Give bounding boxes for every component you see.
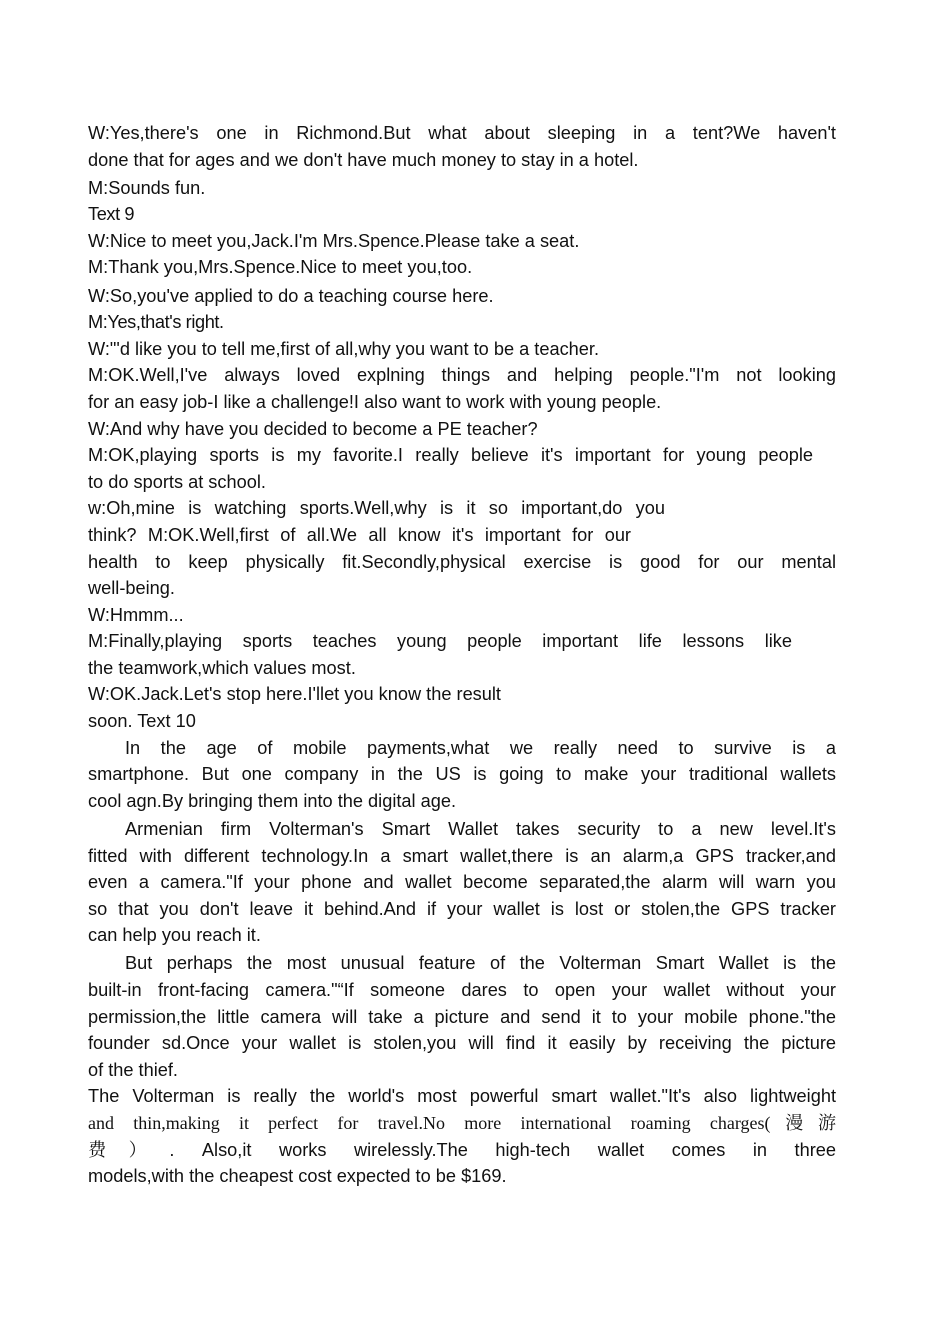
text-line: cool agn.By bringing them into the digital age. <box>88 790 457 811</box>
text-line: The Volterman is really the world's most powerful smart wallet."It's also lightweight <box>88 1086 836 1107</box>
text-line: But perhaps the most unusual feature of the Volterman Smart Wallet is the <box>125 953 836 974</box>
text-line: W:Yes,there's one in Richmond.But what about sleeping in a tent?We haven't <box>88 123 836 143</box>
text-line: M:Thank you,Mrs.Spence.Nice to meet you,too. <box>88 257 473 278</box>
text-line: think? M:OK.Well,first of all.We all know it's important for our <box>88 524 631 545</box>
text-line: the teamwork,which values most. <box>88 657 356 678</box>
text-line: soon. Text 10 <box>88 711 196 732</box>
text-line: founder sd.Once your wallet is stolen,you will find it easily by receiving the picture <box>88 1033 836 1054</box>
text-line: W:And why have you decided to become a PE teacher? <box>88 418 538 439</box>
text-line: health to keep physically fit.Secondly,physical exercise is good for our mental <box>88 551 836 572</box>
text-line: In the age of mobile payments,what we really need to survive is a <box>125 737 836 758</box>
text-line: so that you don't leave it behind.And if your wallet is lost or stolen,the GPS tracker <box>88 898 836 919</box>
text-line: can help you reach it. <box>88 925 261 946</box>
text-line: fitted with different technology.In a smart wallet,there is an alarm,a GPS tracker,and <box>88 845 836 866</box>
text-line: M:Finally,playing sports teaches young people important life lessons like <box>88 631 792 652</box>
text-line: W:Nice to meet you,Jack.I'm Mrs.Spence.Please take a seat. <box>88 230 580 251</box>
text-line: well-being. <box>88 578 175 599</box>
text-line: permission,the little camera will take a picture and send it to your mobile phone."the <box>88 1006 836 1027</box>
text-line: smartphone. But one company in the US is going to make your traditional wallets <box>88 764 836 785</box>
text-line: built-in front-facing camera."“If someone dares to open your wallet without your <box>88 980 836 1000</box>
text-line: done that for ages and we don't have much money to stay in a hotel. <box>88 149 639 170</box>
text-line: W:OK.Jack.Let's stop here.I'llet you know the result <box>88 684 501 705</box>
text-line: Armenian firm Volterman's Smart Wallet takes security to a new level.It's <box>125 818 836 839</box>
text-line: M:Sounds fun. <box>88 177 206 198</box>
text-line: W:Hmmm... <box>88 604 184 625</box>
text-line: of the thief. <box>88 1059 178 1080</box>
section-heading: Text 9 <box>88 204 135 225</box>
text-line: W:"'d like you to tell me,first of all,why you want to be a teacher. <box>88 338 599 359</box>
text-line: even a camera."If your phone and wallet become separated,the alarm will warn you <box>88 872 836 893</box>
text-line: M:Yes,that's right. <box>88 312 224 333</box>
text-line: 费）. Also,it works wirelessly.The high-tech wallet comes in three <box>88 1139 836 1160</box>
text-line: to do sports at school. <box>88 471 266 492</box>
text-line: w:Oh,mine is watching sports.Well,why is it so important,do you <box>88 498 665 519</box>
text-line: M:OK,playing sports is my favorite.I really believe it's important for young people <box>88 445 813 466</box>
text-line: W:So,you've applied to do a teaching course here. <box>88 285 494 306</box>
text-line: for an easy job-I like a challenge!I also want to work with young people. <box>88 391 662 412</box>
text-line: models,with the cheapest cost expected to be $169. <box>88 1166 507 1187</box>
text-line: M:OK.Well,I've always loved explning things and helping people."I'm not looking <box>88 365 836 386</box>
document-page <box>88 120 836 1190</box>
text-line: and thin,making it perfect for travel.No more international roaming charges(漫游 <box>88 1112 836 1133</box>
